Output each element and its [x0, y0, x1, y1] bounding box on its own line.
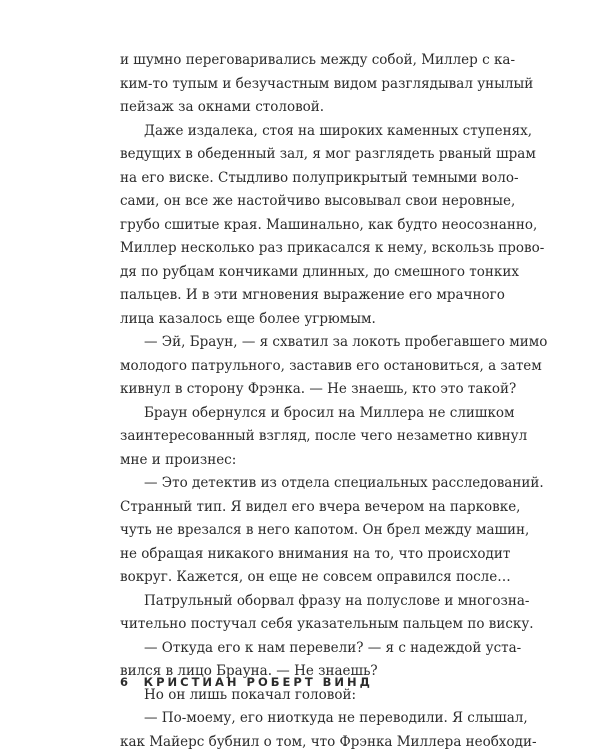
text-line: чительно постучал себя указательным пальцем по виску.	[120, 613, 490, 637]
text-line: молодого патрульного, заставив его остановиться, а затем	[120, 355, 490, 379]
text-line: на его виске. Стыдливо полуприкрытый темными воло-	[120, 167, 490, 191]
text-line: пальцев. И в эти мгновения выражение его мрачного	[120, 284, 490, 308]
text-line: сами, он все же настойчиво высовывал свои неровные,	[120, 190, 490, 214]
text-line: Странный тип. Я видел его вчера вечером на парковке,	[120, 496, 490, 520]
text-line: вился в лицо Брауна. — Не знаешь?	[120, 660, 490, 684]
running-footer	[120, 675, 373, 689]
page-number: 6	[120, 675, 128, 689]
text-line: Но он лишь покачал головой:	[120, 684, 490, 708]
text-line: чуть не врезался в него капотом. Он брел между машин,	[120, 519, 490, 543]
text-line: — Это детектив из отдела специальных расследований.	[120, 472, 490, 496]
text-line: как Майерс бубнил о том, что Фрэнка Миллера необходи-	[120, 731, 490, 754]
text-line: ведущих в обеденный зал, я мог разглядеть рваный шрам	[120, 143, 490, 167]
text-line: лица казалось еще более угрюмым.	[120, 308, 490, 332]
text-line: грубо сшитые края. Машинально, как будто неосознанно,	[120, 214, 490, 238]
body-text	[120, 49, 490, 754]
text-line: — Эй, Браун, — я схватил за локоть пробегавшего мимо	[120, 331, 490, 355]
text-line: дя по рубцам кончиками длинных, до смешного тонких	[120, 261, 490, 285]
text-line: Даже издалека, стоя на широких каменных ступенях,	[120, 120, 490, 144]
text-line: не обращая никакого внимания на то, что происходит	[120, 543, 490, 567]
text-line: вокруг. Кажется, он еще не совсем оправился после…	[120, 566, 490, 590]
text-line: — Откуда его к нам перевели? — я с надеждой уста-	[120, 637, 490, 661]
text-line: — По-моему, его ниоткуда не переводили. Я слышал,	[120, 707, 490, 731]
text-line: Браун обернулся и бросил на Миллера не слишком	[120, 402, 490, 426]
text-line: и шумно переговаривались между собой, Миллер с ка-	[120, 49, 490, 73]
author-name: КРИСТИАН РОБЕРТ ВИНД	[144, 675, 373, 689]
text-line: заинтересованный взгляд, после чего незаметно кивнул	[120, 425, 490, 449]
text-line: Патрульный оборвал фразу на полуслове и многозна-	[120, 590, 490, 614]
text-line: ким-то тупым и безучастным видом разглядывал унылый	[120, 73, 490, 97]
text-line: Миллер несколько раз прикасался к нему, вскользь прово-	[120, 237, 490, 261]
text-line: пейзаж за окнами столовой.	[120, 96, 490, 120]
text-line: мне и произнес:	[120, 449, 490, 473]
text-line: кивнул в сторону Фрэнка. — Не знаешь, кто это такой?	[120, 378, 490, 402]
